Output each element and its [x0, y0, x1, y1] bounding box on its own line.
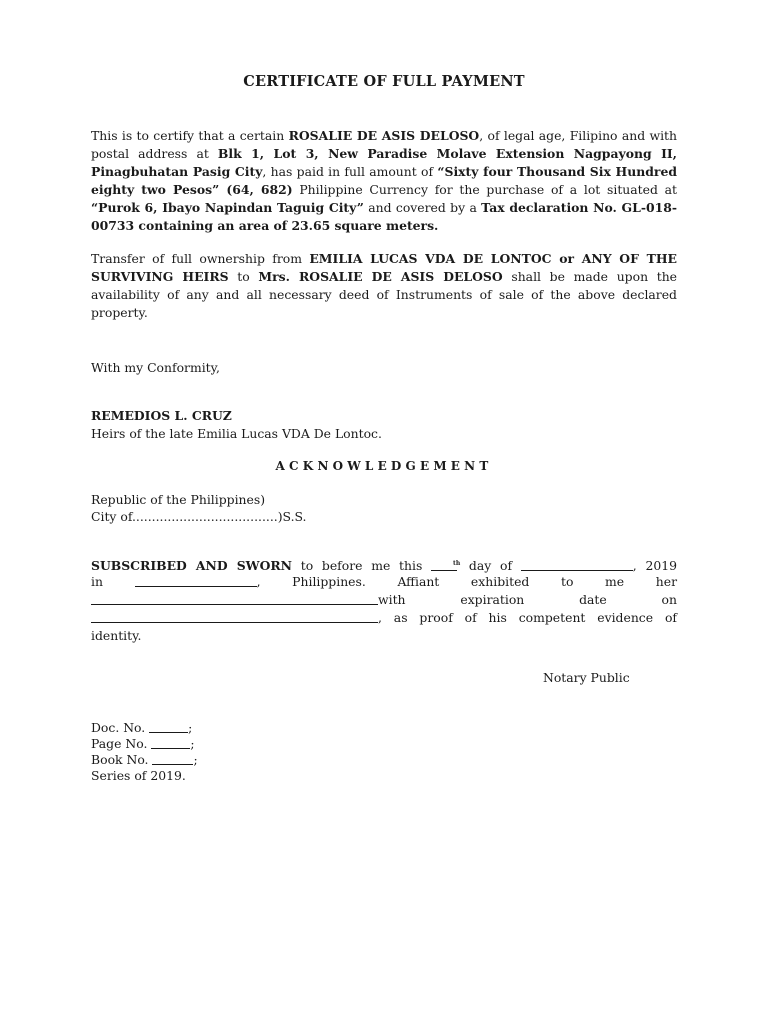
lot-location: “Purok 6, Ibayo Napindan Taguig City”	[91, 200, 364, 215]
transfer-paragraph	[91, 250, 677, 322]
text: , of legal age, Filipino and with postal address at	[91, 128, 678, 161]
doc-blank	[149, 720, 188, 733]
jurat-lead: SUBSCRIBED AND SWORN	[91, 558, 292, 573]
jurat-line-4	[91, 609, 677, 627]
text: shall be made upon the availability of any and all necessary deed of Instruments of sale of the above declared property.	[91, 269, 678, 320]
jurat-line-5: identity.	[91, 628, 142, 643]
certification-paragraph	[91, 127, 677, 235]
payment-amount: “Sixty four Thousand Six Hundred eighty two Pesos” (64, 682)	[91, 164, 677, 197]
text: to before me this	[291, 558, 432, 573]
text: with expiration date on	[378, 592, 677, 607]
jurat-line-3	[91, 591, 677, 609]
transferor-name: EMILIA LUCAS VDA DE LONTOC or ANY OF THE SURVIVING HEIRS	[91, 251, 677, 284]
text: to	[228, 269, 259, 284]
venue-republic: Republic of the Philippines)	[91, 492, 266, 507]
text: ;	[193, 752, 198, 767]
payer-name: ROSALIE DE ASIS DELOSO	[288, 128, 480, 143]
transferee-name: Mrs. ROSALIE DE ASIS DELOSO	[258, 269, 503, 284]
text: day of	[460, 558, 521, 573]
jurat-line-1	[91, 555, 677, 575]
month-blank	[521, 558, 633, 571]
notary-public-label: Notary Public	[543, 670, 630, 685]
venue-city: City of.....................................)S.S.	[91, 509, 307, 524]
text: Book No.	[91, 752, 153, 767]
text: , has paid in full amount of	[262, 164, 438, 179]
expiration-blank	[91, 610, 378, 623]
jurat-line-2	[91, 573, 677, 591]
tax-declaration: Tax declaration No. GL-018-00733 containing an area of 23.65 square meters.	[91, 200, 677, 233]
text: , 2019	[632, 558, 677, 573]
series-year: Series of 2019.	[91, 768, 186, 783]
text: in	[91, 574, 135, 589]
page-blank	[151, 736, 190, 749]
text: Transfer of full ownership from	[91, 251, 310, 266]
book-blank	[152, 752, 193, 765]
text: and covered by a	[363, 200, 482, 215]
ordinal-suffix: th	[453, 560, 461, 567]
text: ;	[190, 736, 195, 751]
document-title: CERTIFICATE OF FULL PAYMENT	[243, 73, 525, 90]
payer-address: Blk 1, Lot 3, New Paradise Molave Extension Nagpayong II, Pinagbuhatan Pasig City	[91, 146, 677, 179]
text: , Philippines. Affiant exhibited to me her	[256, 574, 677, 589]
place-blank	[135, 574, 257, 587]
text: Page No.	[91, 736, 152, 751]
id-blank	[91, 592, 378, 605]
acknowledgement-heading: ACKNOWLEDGEMENT	[275, 459, 493, 473]
signer-name: REMEDIOS L. CRUZ	[91, 408, 232, 423]
text: Philippine Currency for the purchase of a lot situated at	[292, 182, 677, 197]
conformity-text: With my Conformity,	[91, 360, 220, 375]
text: This is to certify that a certain	[91, 128, 289, 143]
text: ;	[188, 720, 193, 735]
text: Doc. No.	[91, 720, 150, 735]
text: , as proof of his competent evidence of	[378, 610, 677, 625]
signer-role: Heirs of the late Emilia Lucas VDA De Lontoc.	[91, 426, 382, 441]
